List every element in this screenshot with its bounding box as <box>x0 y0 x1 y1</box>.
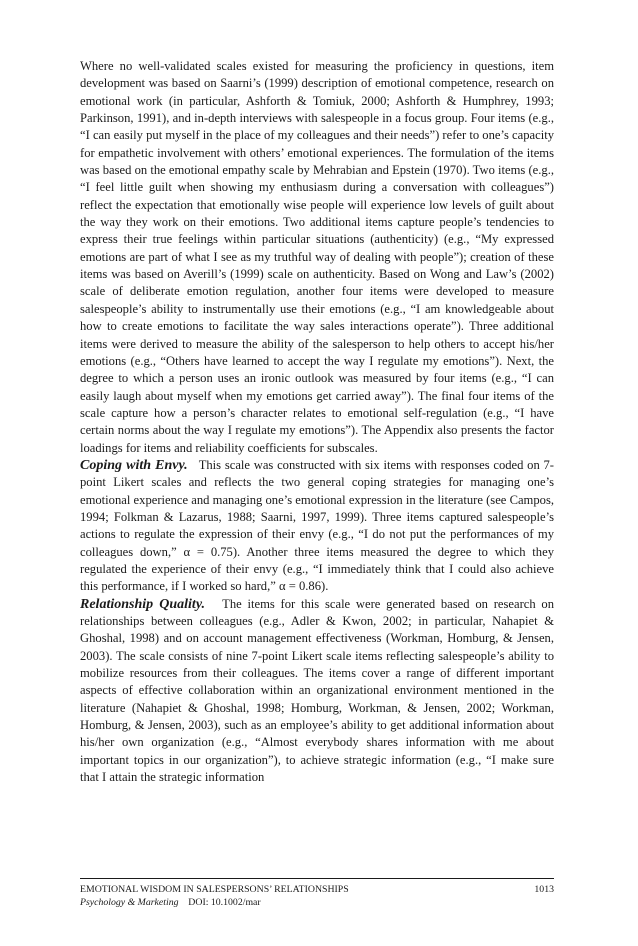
page-footer <box>80 878 554 909</box>
section-relationship-quality <box>80 596 554 787</box>
section-coping-with-envy <box>80 457 554 596</box>
paragraph-coping: This scale was constructed with six items with responses coded on 7-point Likert scales and reflects the two general coping strategies for managing one’s emotional experience and managing one’s emotional expression in the literature (see Campos, 1994; Folkman & Lazarus, 1988; Saarni, 1997, 1999). Three items captured salespeople’s actions to regulate the expression of their envy (e.g., “I do not put the performances of my colleagues down,” α = 0.75). Another three items measured the degree to which they regulated the experience of their envy (e.g., “I immediately think that I could also achieve this performance, if I worked so hard,” α = 0.86). <box>80 457 555 594</box>
page-number: 1013 <box>534 884 554 895</box>
article-body <box>80 58 554 786</box>
paragraph-scale-development: Where no well-validated scales existed for measuring the proficiency in questions, item development was based on Saarni’s (1999) description of emotional competence, research on emotional work (in particular, Ashforth & Tomiuk, 2000; Ashforth & Humphrey, 1993; Parkinson, 1991), and in-depth interviews with salespeople in a focus group. Four items (e.g., “I can easily put myself in the place of my colleagues and their needs”) refer to one’s capacity for empathetic involvement with others’ emotional experiences. The formulation of the items was based on the emotional empathy scale by Mehrabian and Epstein (1970). Two items (e.g., “I feel little guilt when showing my enthusiasm during a conversation with colleagues”) reflect the expectation that emotionally wise people will experience low levels of guilt about the way they work on their emotions. Two additional items capture people’s tendencies to express their true feelings within particular situations (authenticity) (e.g., “My expressed emotions are part of what I see as my truthful way of dealing with people”); creation of these items was based on Averill’s (1999) scale on authenticity. Based on Wong and Law’s (2002) scale of deliberate emotion regulation, another four items were developed to measure salespeople’s ability to instrumentally use their emotions (e.g., “I am knowledgeable about how to create emotions to facilitate the way sales interactions operate”). Three additional items were derived to measure the ability of the salesperson to help others to accept his/her emotions (e.g., “Others have learned to accept the way I regulate my emotions”). Next, the degree to which a person uses an ironic outlook was measured by four items (e.g., “I can easily laugh about myself when my emotions get carried away”). The final four items of the scale capture how a person’s character relates to emotional self-regulation (e.g., “I have certain norms about the way I regulate my emotions”). The Appendix also presents the factor loadings for items and reliability coefficients for subscales. <box>80 59 554 455</box>
section-heading-coping: Coping with Envy. <box>80 457 188 473</box>
doi: DOI: 10.1002/mar <box>188 897 261 908</box>
section-heading-relationship: Relationship Quality. <box>80 596 206 612</box>
paragraph-relationship: The items for this scale were generated based on research on relationships between colleagues (e.g., Adler & Kwon, 2002; in particular, Nahapiet & Ghoshal, 1998) and on account management effectiveness (Workman, Homburg, & Jensen, 2003). The scale consists of nine 7-point Likert scale items reflecting salespeople’s ability to mobilize resources from their colleagues. The items cover a range of different important aspects of effective collaboration within an organizational environment mentioned in the literature (Nahapiet & Ghoshal, 1998; Homburg, Workman, & Jensen, 2002; Workman, Homburg, & Jensen, 2003), such as an employee’s ability to get additional information about his/her own organization (e.g., “Almost everybody shares information with me about important topics in our organization”), to achieve strategic information (e.g., “I make sure that I attain the strategic information <box>80 596 555 785</box>
running-title: EMOTIONAL WISDOM IN SALESPERSONS’ RELATIONSHIPS <box>80 884 349 895</box>
journal-name: Psychology & Marketing <box>80 897 179 908</box>
